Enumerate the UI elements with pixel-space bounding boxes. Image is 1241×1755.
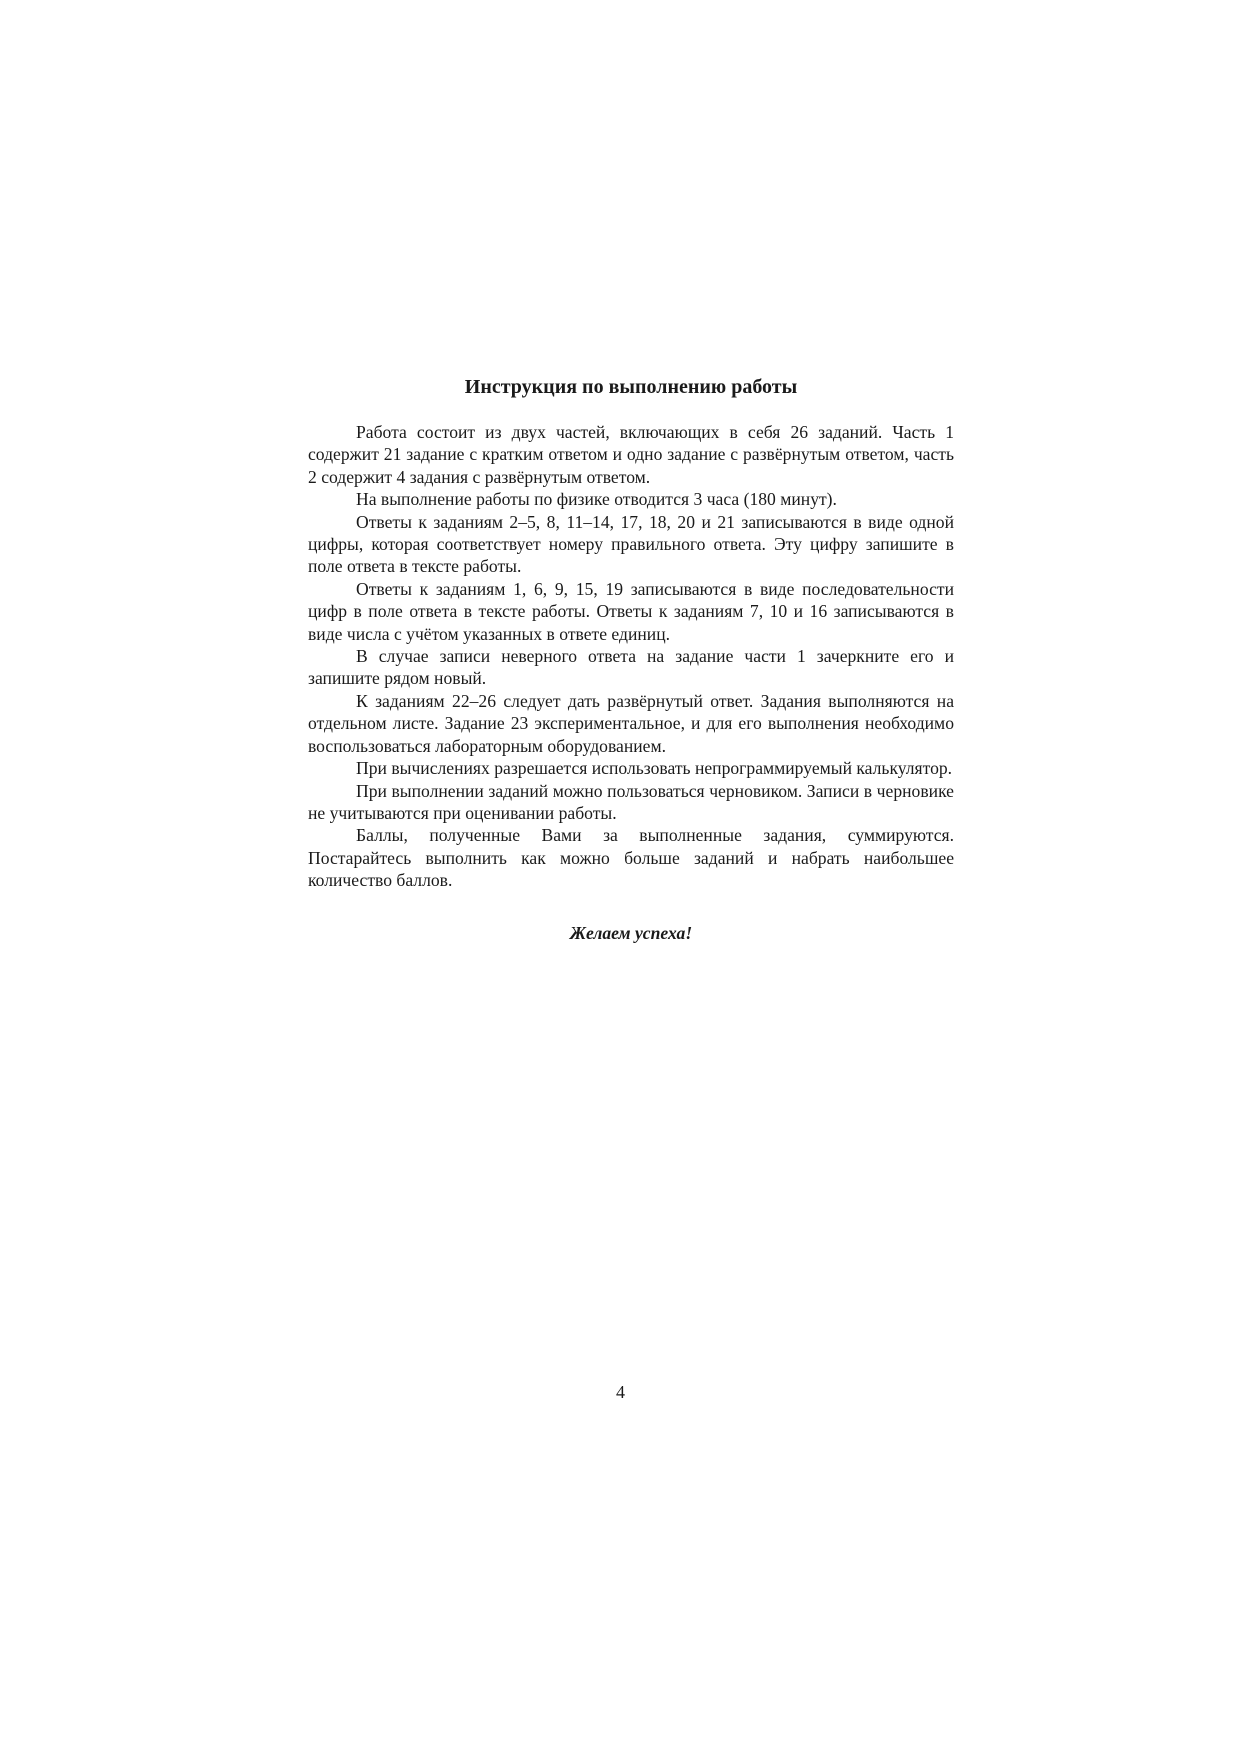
paragraph-calculator: При вычислениях разрешается использовать непрограммируемый калькулятор. — [356, 758, 953, 779]
paragraph-corrections: В случае записи неверного ответа на задание части 1 зачеркните его и запишите рядом новый. — [308, 646, 954, 689]
closing-wish: Желаем успеха! — [569, 922, 693, 943]
instruction-section — [308, 374, 954, 944]
page-number: 4 — [616, 1382, 625, 1402]
paragraph-draft: При выполнении заданий можно пользоваться черновиком. Записи в черновике не учитываются при оценивании работы. — [308, 780, 954, 823]
page-title: Инструкция по выполнению работы — [464, 376, 798, 398]
paragraph-sequence-answers: Ответы к заданиям 1, 6, 9, 15, 19 записываются в виде последовательности цифр в поле ответа в тексте работы. Ответы к заданиям 7, 10 и 16 записываются в виде числа с учётом указанных в ответе единиц. — [308, 578, 954, 644]
paragraph-scoring: Баллы, полученные Вами за выполненные задания, суммируются. Постарайтесь выполнить как можно больше заданий и набрать наибольшее количество баллов. — [308, 825, 954, 891]
paragraph-extended-answers: К заданиям 22–26 следует дать развёрнутый ответ. Задания выполняются на отдельном листе. Задание 23 экспериментальное, и для его выполнения необходимо воспользоваться лабораторным оборудованием. — [308, 690, 954, 756]
paragraph-duration: На выполнение работы по физике отводится 3 часа (180 минут). — [356, 489, 837, 510]
paragraph-structure: Работа состоит из двух частей, включающих в себя 26 заданий. Часть 1 содержит 21 задание с кратким ответом и одно задание с развёрнутым ответом, часть 2 содержит 4 задания с развёрнутым ответом. — [308, 422, 954, 487]
paragraph-single-digit-answers: Ответы к заданиям 2–5, 8, 11–14, 17, 18, 20 и 21 записываются в виде одной цифры, которая соответствует номеру правильного ответа. Эту цифру запишите в поле ответа в тексте работы. — [308, 511, 954, 577]
